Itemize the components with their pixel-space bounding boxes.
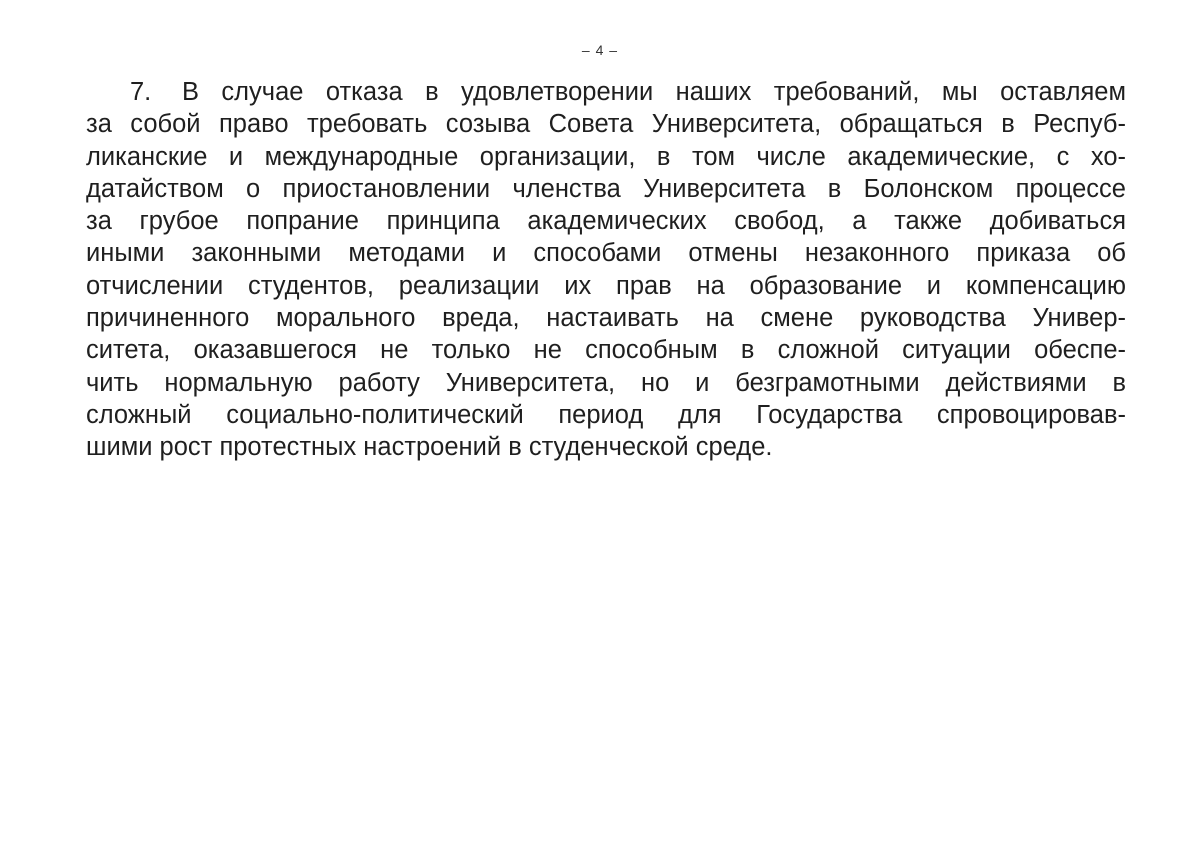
paragraph-line: иными законными методами и способами отмены незаконного приказа об [86,239,1126,268]
paragraph-line: отчислении студентов, реализации их прав на образование и компенсацию [86,271,1126,300]
paragraph-item-7 [86,76,1126,464]
item-number: 7. [130,78,152,106]
paragraph-line: ликанские и международные организации, в том числе академические, с хо- [86,142,1126,171]
paragraph-line: за грубое попрание принципа академических свобод, а также добиваться [86,207,1126,236]
paragraph-line: ситета, оказавшегося не только не способным в сложной ситуации обеспе- [86,336,1126,365]
paragraph-line [86,76,1126,108]
paragraph-line: сложный социально-политический период для Государства спровоцировав- [86,400,1126,429]
paragraph-line: причиненного морального вреда, настаивать на смене руководства Универ- [86,304,1126,333]
paragraph-line: за собой право требовать созыва Совета Университета, обращаться в Респуб- [86,110,1126,139]
paragraph-line: шими рост протестных настроений в студенческой среде. [86,433,773,462]
paragraph-line: датайством о приостановлении членства Университета в Болонском процессе [86,174,1126,203]
line-text: В случае отказа в удовлетворении наших требований, мы оставляем [182,78,1126,106]
page-number: – 4 – [581,42,619,58]
paragraph-line: чить нормальную работу Университета, но и безграмотными действиями в [86,368,1126,397]
